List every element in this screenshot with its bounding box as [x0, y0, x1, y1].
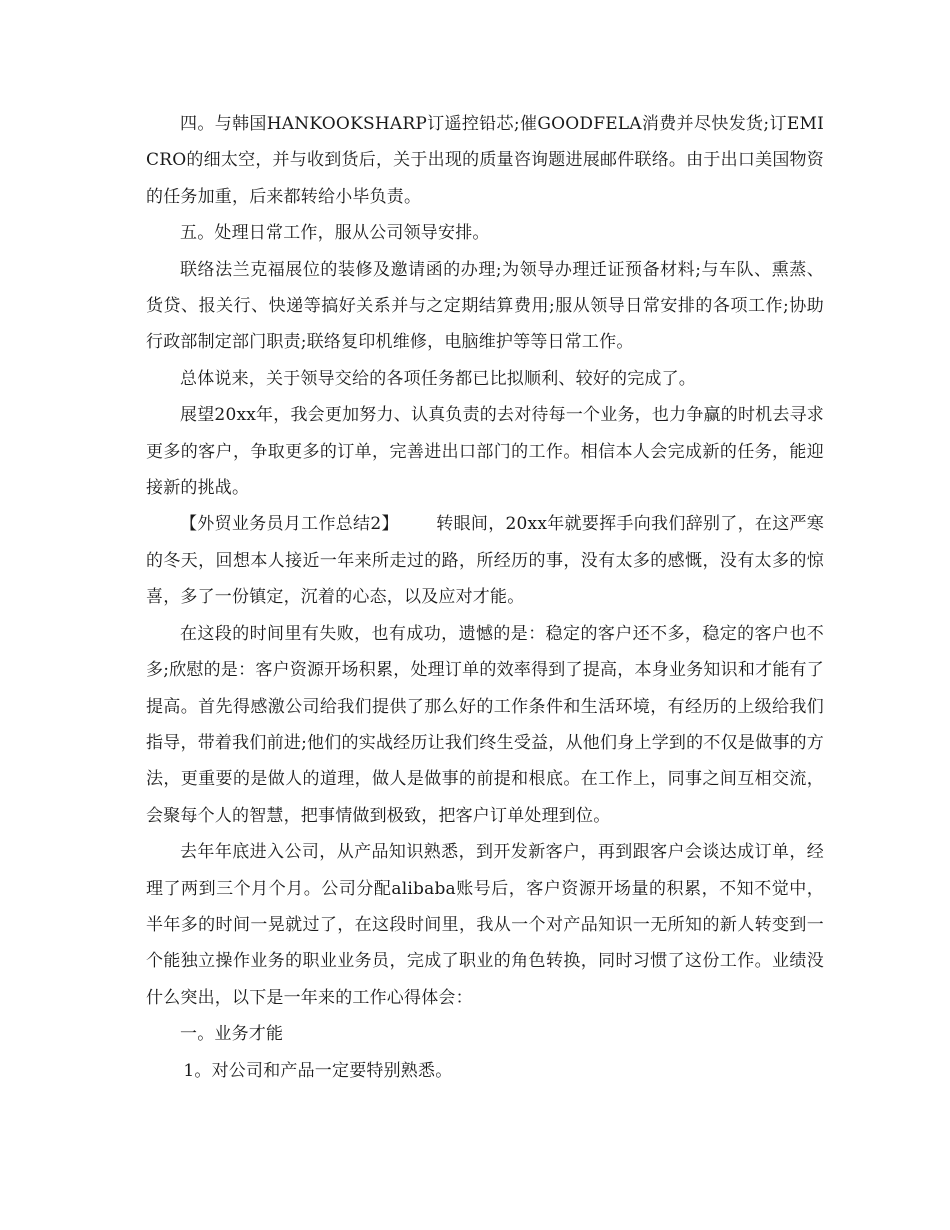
document-body	[146, 106, 824, 1089]
section-heading-2: 【外贸业务员月工作总结2】	[180, 514, 399, 535]
heading-2-tail: 转眼间，20xx年就要挥手向我们辞别了，在这严寒的冬天，回想本人接近一年来所走过的路，所经历的事，没有太多的感慨，没有太多的惊喜，多了一份镇定，沉着的心态，以及应对才能。	[146, 514, 825, 608]
paragraph-list-item-1: 1。对公司和产品一定要特别熟悉。	[183, 1060, 453, 1081]
paragraph-summary: 总体说来，关于领导交给的各项任务都已比拟顺利、较好的完成了。	[180, 368, 696, 389]
paragraph-item-four: 四。与韩国HANKOOKSHARP订遥控铅芯;催GOODFELA消费并尽快发货;订EMICRO的细太空，并与收到货后，关于出现的质量咨询题进展邮件联络。由于出口美国物资的任务加重，后来都转给小毕负责。	[146, 114, 824, 207]
paragraph-experience: 去年年底进入公司，从产品知识熟悉，到开发新客户，再到跟客户会谈达成订单，经理了两到三个月个月。公司分配alibaba账号后，客户资源开场量的积累，不知不觉中，半年多的时间一晃就过了，在这段时间里，我从一个对产品知识一无所知的新人转变到一个能独立操作业务的职业业务员，完成了职业的角色转换，同时习惯了这份工作。业绩没什么突出，以下是一年来的工作心得体会：	[146, 842, 824, 1008]
paragraph-heading-2	[146, 506, 824, 615]
paragraph-daily-work: 联络法兰克福展位的装修及邀请函的办理;为领导办理迁证预备材料;与车队、熏蒸、货贷、报关行、快递等搞好关系并与之定期结算费用;服从领导日常安排的各项工作;协助行政部制定部门职责;联络复印机维修，电脑维护等等日常工作。	[146, 259, 824, 353]
paragraph-outlook: 展望20xx年，我会更加努力、认真负责的去对待每一个业务，也力争赢的时机去寻求更多的客户，争取更多的订单，完善进出口部门的工作。相信本人会完成新的任务，能迎接新的挑战。	[146, 405, 824, 499]
paragraph-reflection: 在这段的时间里有失败，也有成功，遗憾的是：稳定的客户还不多，稳定的客户也不多;欣慰的是：客户资源开场积累，处理订单的效率得到了提高，本身业务知识和才能有了提高。首先得感激公司给我们提供了那么好的工作条件和生活环境，有经历的上级给我们指导，带着我们前进;他们的实战经历让我们终生受益，从他们身上学到的不仅是做事的方法，更重要的是做人的道理，做人是做事的前提和根底。在工作上，同事之间互相交流，会聚每个人的智慧，把事情做到极致，把客户订单处理到位。	[146, 623, 824, 826]
paragraph-business-skill-heading: 一。业务才能	[180, 1024, 284, 1045]
paragraph-item-five: 五。处理日常工作，服从公司领导安排。	[180, 223, 490, 244]
